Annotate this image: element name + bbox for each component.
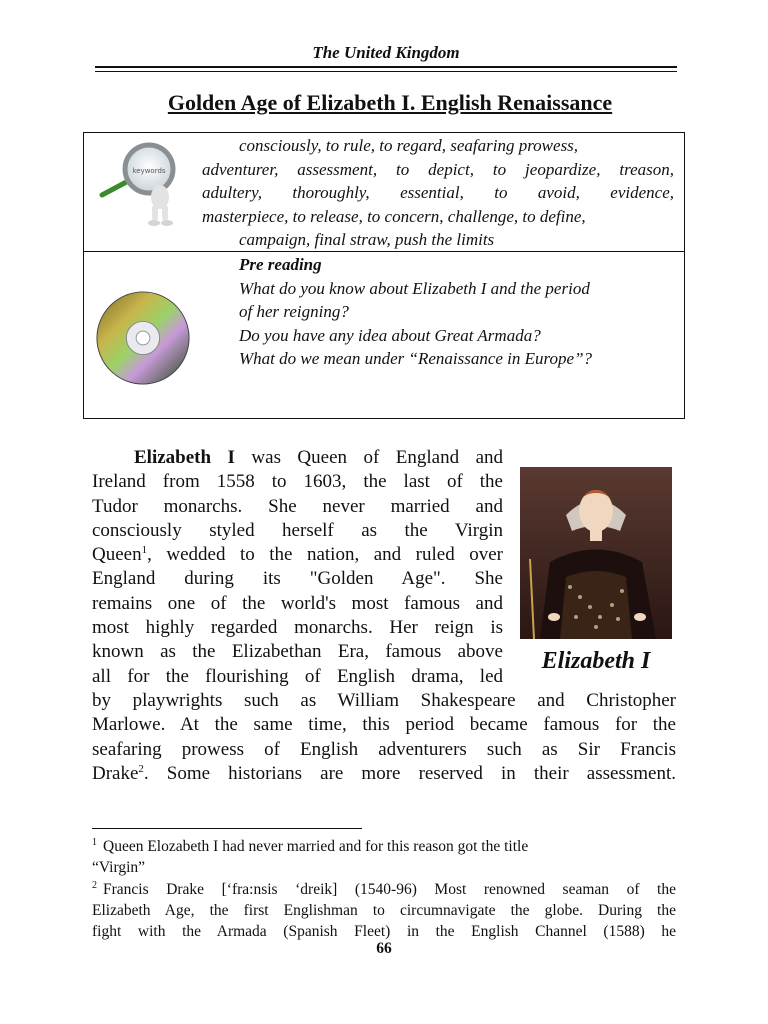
pre-reading-section [239,253,679,371]
footnote-ref[interactable]: 2 [138,762,144,775]
keywords-line: campaign, final straw, push the limits [239,230,495,249]
paragraph-line [92,446,503,470]
pre-reading-question: What do you know about Elizabeth I and the period [239,278,590,298]
keywords-line: adultery, thoroughly, essential, to avoid, evidence, [202,183,674,202]
footnote-ref[interactable]: 1 [141,544,148,557]
paragraph-line: by playwrights such as William Shakespeare and Christopher [92,689,676,711]
pre-reading-question: of her reigning? [239,302,349,321]
pre-reading-heading: Pre reading [239,255,322,274]
line-text: Queen Elozabeth I had never married and for this reason got the title [103,838,529,855]
line-text: was Queen of England and [234,447,504,468]
svg-text:keywords: keywords [132,167,166,175]
paragraph-line: Tudor monarchs. She never married and [92,495,503,517]
keywords-list [202,134,674,252]
running-head: The United Kingdom [312,43,460,62]
paragraph-line: consciously styled herself as the Virgin [92,519,503,541]
paragraph-line [92,762,676,786]
line-text: . Some historians are more reserved in their assessment. [143,762,676,784]
keywords-line: masterpiece, to release, to concern, challenge, to define, [202,206,586,226]
paragraph-line: remains one of the world's most famous and [92,592,503,614]
footnote-line: fight with the Armada (Spanish Fleet) in the English Channel (1588) he [92,923,676,941]
line-text: Drake [92,762,139,784]
footnotes [92,836,676,942]
paragraph-line: all for the flourishing of English drama, led [92,665,503,687]
article-paragraph [92,446,676,786]
page-number: 66 [376,940,392,957]
footnote-line: “Virgin” [92,859,146,877]
paragraph-line: most highly regarded monarchs. Her reign is [92,617,503,639]
paragraph-line: Marlowe. At the same time, this period became famous for the [92,714,676,736]
keywords-line: adventurer, assessment, to depict, to jeopardize, treason, [202,159,674,179]
box-divider [84,251,684,252]
paragraph-line: England during its "Golden Age". She [92,568,503,590]
footnote-line: Elizabeth Age, the first Englishman to circumnavigate the globe. During the [92,901,676,919]
paragraph-line: Ireland from 1558 to 1603, the last of the [92,471,503,493]
paragraph-line: known as the Elizabethan Era, famous above [92,641,503,663]
lead-name: Elizabeth I [134,447,235,468]
paragraph-line: seafaring prowess of English adventurers such as Sir Francis [92,738,676,760]
header-rule-thin [95,71,677,72]
footnote-number: 1 [92,837,97,848]
portrait-caption: Elizabeth I [541,648,651,674]
keywords-line: consciously, to rule, to regard, seafaring prowess, [239,136,579,155]
line-text: , wedded to the nation, and ruled over [147,544,503,566]
pre-reading-question: What do we mean under “Renaissance in Europe”? [239,349,593,368]
footnote-line [92,836,676,857]
footnote-rule [92,828,362,829]
pre-reading-question: Do you have any idea about Great Armada? [239,325,541,345]
paragraph-line [92,543,503,567]
line-text: Queen [92,544,142,566]
footnote-number: 2 [92,879,97,891]
footnote-line [92,879,676,900]
page-title: Golden Age of Elizabeth I. English Renaissance [167,90,613,115]
vocabulary-box [83,132,685,419]
magnifier-keywords-icon [94,137,194,227]
header-rule-thick [95,66,677,68]
cd-disc-icon [94,289,192,387]
line-text: Francis Drake [‘fra:nsis ‘dreik] (1540-96) Most renowned seaman of the [103,880,676,898]
